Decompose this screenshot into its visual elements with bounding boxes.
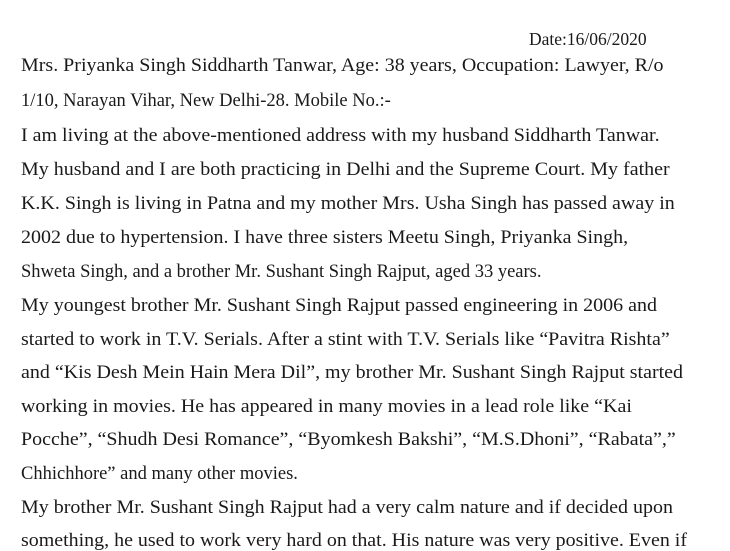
text-line: K.K. Singh is living in Patna and my mother Mrs. Usha Singh has passed away in — [21, 194, 675, 214]
text-line: started to work in T.V. Serials. After a stint with T.V. Serials like “Pavitra Rishta” — [21, 330, 670, 350]
text-line: Mrs. Priyanka Singh Siddharth Tanwar, Age: 38 years, Occupation: Lawyer, R/o — [21, 56, 664, 76]
text-line: working in movies. He has appeared in many movies in a lead role like “Kai — [21, 397, 632, 417]
text-line: My brother Mr. Sushant Singh Rajput had a very calm nature and if decided upon — [21, 498, 673, 518]
text-line: My youngest brother Mr. Sushant Singh Rajput passed engineering in 2006 and — [21, 296, 657, 316]
text-line: I am living at the above-mentioned address with my husband Siddharth Tanwar. — [21, 126, 660, 146]
text-line: My husband and I are both practicing in Delhi and the Supreme Court. My father — [21, 160, 670, 180]
text-line: 1/10, Narayan Vihar, New Delhi-28. Mobile No.:- — [21, 91, 391, 111]
text-line: 2002 due to hypertension. I have three sisters Meetu Singh, Priyanka Singh, — [21, 228, 629, 248]
document-date: Date:16/06/2020 — [529, 29, 647, 49]
text-line: Pocche”, “Shudh Desi Romance”, “Byomkesh Bakshi”, “M.S.Dhoni”, “Rabata”,” — [21, 430, 676, 450]
text-line: and “Kis Desh Mein Hain Mera Dil”, my brother Mr. Sushant Singh Rajput started — [21, 363, 684, 383]
text-line: Chhichhore” and many other movies. — [21, 464, 298, 484]
text-line: Shweta Singh, and a brother Mr. Sushant Singh Rajput, aged 33 years. — [21, 262, 542, 282]
text-line: something, he used to work very hard on that. His nature was very positive. Even if — [21, 531, 687, 551]
